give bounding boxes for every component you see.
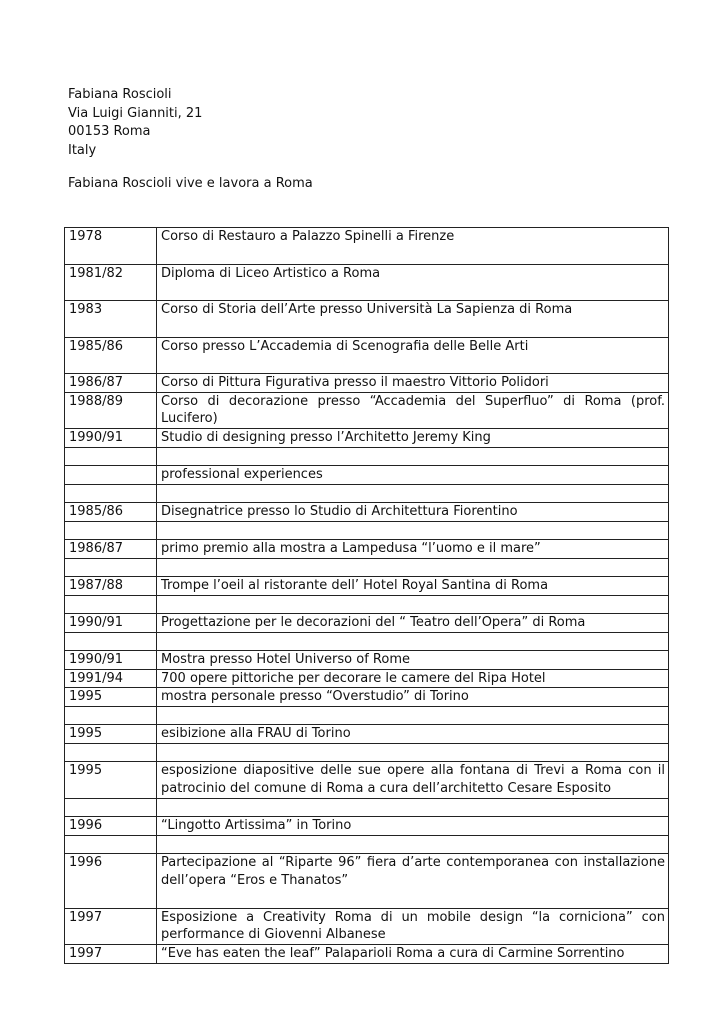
year-cell: 1990/91 <box>65 429 157 448</box>
table-row <box>65 688 669 707</box>
table-row <box>65 725 669 744</box>
description-cell <box>157 706 669 725</box>
year-cell: 1983 <box>65 301 157 338</box>
year-cell: 1995 <box>65 762 157 799</box>
year-cell: 1987/88 <box>65 577 157 596</box>
table-row <box>65 577 669 596</box>
table-row <box>65 854 669 909</box>
year-cell: 1990/91 <box>65 614 157 633</box>
sender-street: Via Luigi Gianniti, 21 <box>68 105 203 121</box>
year-cell: 1997 <box>65 945 157 964</box>
year-cell <box>65 632 157 651</box>
description-cell: esposizione diapositive delle sue opere alla fontana di Trevi a Roma con il patrocinio del comune di Roma a cura dell’architetto Cesare Esposito <box>157 762 669 799</box>
table-row <box>65 651 669 670</box>
section-heading: professional experiences <box>157 466 669 485</box>
year-cell: 1995 <box>65 688 157 707</box>
empty-row <box>65 558 669 577</box>
table-row <box>65 466 669 485</box>
sender-country: Italy <box>68 142 97 158</box>
description-cell: Corso di Restauro a Palazzo Spinelli a Firenze <box>157 228 669 265</box>
description-cell: esibizione alla FRAU di Torino <box>157 725 669 744</box>
year-cell: 1996 <box>65 817 157 836</box>
description-cell: Studio di designing presso l’Architetto Jeremy King <box>157 429 669 448</box>
description-cell: Partecipazione al “Riparte 96” fiera d’arte contemporanea con installazione dell’opera “Eros e Thanatos” <box>157 854 669 909</box>
empty-row <box>65 595 669 614</box>
description-cell <box>157 558 669 577</box>
table-row <box>65 301 669 338</box>
year-cell: 1985/86 <box>65 337 157 374</box>
year-cell: 1997 <box>65 908 157 945</box>
description-cell <box>157 835 669 854</box>
cv-table <box>64 227 669 964</box>
table-row <box>65 762 669 799</box>
year-cell: 1985/86 <box>65 503 157 522</box>
year-cell: 1978 <box>65 228 157 265</box>
table-row <box>65 228 669 265</box>
table-row <box>65 945 669 964</box>
empty-row <box>65 484 669 503</box>
table-row <box>65 374 669 393</box>
description-cell <box>157 798 669 817</box>
description-cell <box>157 595 669 614</box>
year-cell <box>65 484 157 503</box>
description-cell <box>157 521 669 540</box>
table-row <box>65 540 669 559</box>
description-cell: Corso di Pittura Figurativa presso il maestro Vittorio Polidori <box>157 374 669 393</box>
year-cell: 1986/87 <box>65 540 157 559</box>
year-cell: 1990/91 <box>65 651 157 670</box>
year-cell: 1996 <box>65 854 157 909</box>
description-cell: Corso di decorazione presso “Accademia del Superfluo” di Roma (prof. Lucifero) <box>157 392 669 429</box>
empty-row <box>65 743 669 762</box>
description-cell: mostra personale presso “Overstudio” di Torino <box>157 688 669 707</box>
description-cell <box>157 743 669 762</box>
address-block <box>68 86 202 160</box>
empty-row <box>65 447 669 466</box>
table-row <box>65 817 669 836</box>
description-cell: Corso presso L’Accademia di Scenografia delle Belle Arti <box>157 337 669 374</box>
description-cell <box>157 632 669 651</box>
empty-row <box>65 798 669 817</box>
year-cell <box>65 743 157 762</box>
empty-row <box>65 706 669 725</box>
description-cell <box>157 484 669 503</box>
year-cell: 1991/94 <box>65 669 157 688</box>
sender-postal-city: 00153 Roma <box>68 124 151 139</box>
year-cell: 1981/82 <box>65 264 157 301</box>
table-row <box>65 392 669 429</box>
table-row <box>65 503 669 522</box>
empty-row <box>65 521 669 540</box>
year-cell <box>65 595 157 614</box>
year-cell <box>65 835 157 854</box>
description-cell: Mostra presso Hotel Universo of Rome <box>157 651 669 670</box>
description-cell: Corso di Storia dell’Arte presso Università La Sapienza di Roma <box>157 301 669 338</box>
table-row <box>65 429 669 448</box>
description-cell: 700 opere pittoriche per decorare le camere del Ripa Hotel <box>157 669 669 688</box>
year-cell: 1995 <box>65 725 157 744</box>
description-cell: primo premio alla mostra a Lampedusa “l’uomo e il mare” <box>157 540 669 559</box>
empty-row <box>65 835 669 854</box>
year-cell <box>65 798 157 817</box>
year-cell <box>65 558 157 577</box>
table-row <box>65 669 669 688</box>
description-cell: Diploma di Liceo Artistico a Roma <box>157 264 669 301</box>
year-cell <box>65 466 157 485</box>
sender-name: Fabiana Roscioli <box>68 87 172 102</box>
description-cell: Esposizione a Creativity Roma di un mobile design “la corniciona” con performance di Giovenni Albanese <box>157 908 669 945</box>
year-cell <box>65 521 157 540</box>
description-cell: Progettazione per le decorazioni del “ Teatro dell’Opera” di Roma <box>157 614 669 633</box>
table-row <box>65 908 669 945</box>
description-cell: “Lingotto Artissima” in Torino <box>157 817 669 836</box>
description-cell: Disegnatrice presso lo Studio di Architettura Fiorentino <box>157 503 669 522</box>
year-cell <box>65 447 157 466</box>
year-cell: 1986/87 <box>65 374 157 393</box>
empty-row <box>65 632 669 651</box>
intro-line: Fabiana Roscioli vive e lavora a Roma <box>68 176 313 191</box>
table-row <box>65 614 669 633</box>
description-cell <box>157 447 669 466</box>
year-cell: 1988/89 <box>65 392 157 429</box>
year-cell <box>65 706 157 725</box>
description-cell: “Eve has eaten the leaf” Palaparioli Roma a cura di Carmine Sorrentino <box>157 945 669 964</box>
table-row <box>65 264 669 301</box>
table-row <box>65 337 669 374</box>
description-cell: Trompe l’oeil al ristorante dell’ Hotel Royal Santina di Roma <box>157 577 669 596</box>
